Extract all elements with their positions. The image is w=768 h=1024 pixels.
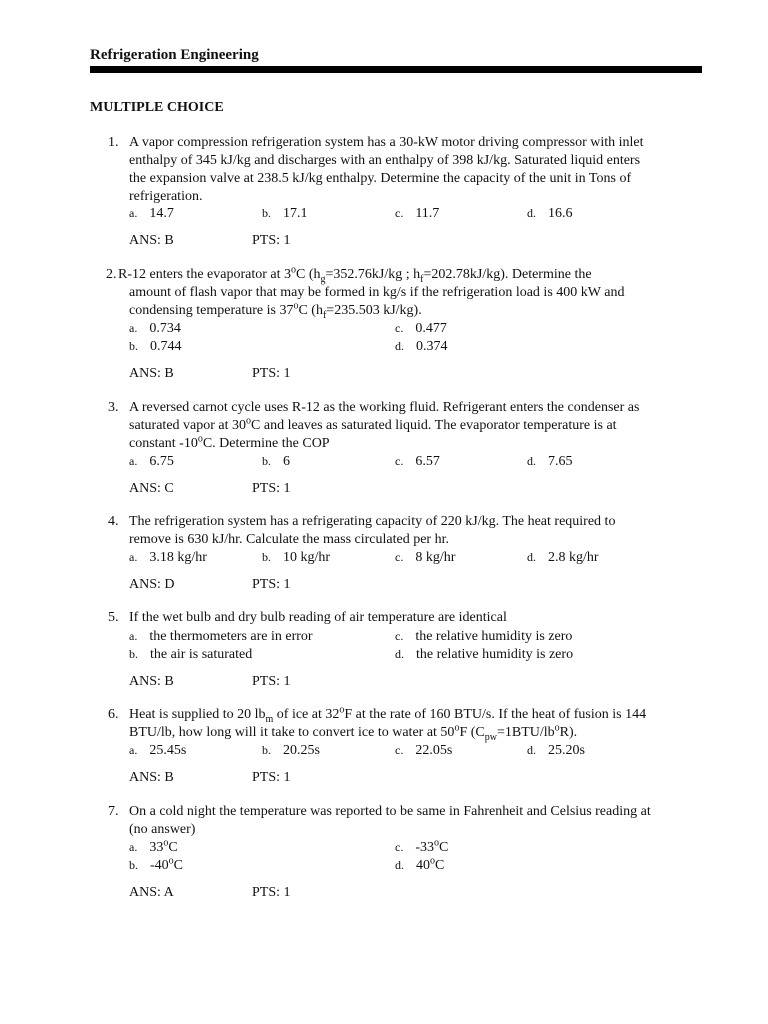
choice-text: 2.8 kg/hr: [548, 550, 599, 565]
answer-key: ANS: B: [129, 770, 174, 785]
choice-d[interactable]: [395, 645, 573, 664]
choice-text: 11.7: [415, 206, 440, 221]
answer-row: [129, 769, 291, 787]
choice-b[interactable]: [129, 856, 183, 875]
choice-label: a.: [129, 840, 138, 854]
choice-text: the thermometers are in error: [149, 629, 313, 644]
answer-row: [129, 576, 291, 594]
choice-d[interactable]: [527, 548, 599, 567]
choice-text: -40$^o$C: [150, 855, 184, 873]
choice-label: c.: [395, 550, 404, 564]
question-number: 5.: [108, 610, 119, 625]
choice-text: 3.18 kg/hr: [149, 550, 207, 565]
question-stem: [129, 803, 701, 839]
stem-line: If the wet bulb and dry bulb reading of air temperature are identical: [129, 610, 507, 625]
points: PTS: 1: [252, 885, 291, 900]
choice-d[interactable]: [395, 856, 444, 875]
choice-label: b.: [262, 550, 271, 564]
choice-d[interactable]: [527, 452, 573, 471]
choice-text: 0.734: [149, 321, 181, 336]
choice-c[interactable]: [395, 741, 452, 760]
choice-text: 8 kg/hr: [415, 550, 456, 565]
document-header-title: Refrigeration Engineering: [90, 47, 259, 63]
choice-label: b.: [129, 339, 138, 353]
choice-text: 6: [283, 454, 290, 469]
choice-c[interactable]: [395, 452, 440, 471]
answer-row: [129, 673, 291, 691]
question-stem-cont: [129, 284, 701, 320]
question-stem: [129, 399, 701, 453]
question-number: 1.: [108, 135, 119, 150]
points: PTS: 1: [252, 233, 291, 248]
choice-label: a.: [129, 743, 138, 757]
choice-c[interactable]: [395, 204, 439, 223]
points: PTS: 1: [252, 674, 291, 689]
choice-label: d.: [527, 550, 536, 564]
answer-row: [129, 232, 291, 250]
choice-label: a.: [129, 629, 138, 643]
choice-d[interactable]: [527, 741, 585, 760]
choice-b[interactable]: [262, 741, 320, 760]
choice-a[interactable]: [129, 204, 174, 223]
question-stem: [118, 266, 690, 284]
stem-line: remove is 630 kJ/hr. Calculate the mass circulated per hr.: [129, 532, 449, 547]
answer-key: ANS: B: [129, 366, 174, 381]
stem-line: A vapor compression refrigeration system has a 30-kW motor driving compressor with inlet: [129, 135, 644, 150]
question-number: 4.: [108, 514, 119, 529]
stem-line: BTU/lb, how long will it take to convert ice to water at 50$^o$F $(C_{pw}=1BTU/lb^oR)$.: [129, 722, 578, 743]
choice-label: d.: [395, 339, 404, 353]
answer-key: ANS: A: [129, 885, 174, 900]
section-title: MULTIPLE CHOICE: [90, 100, 224, 115]
question-stem: [129, 134, 701, 206]
choice-text: the relative humidity is zero: [415, 629, 573, 644]
choice-label: a.: [129, 454, 138, 468]
choice-label: c.: [395, 743, 404, 757]
choice-d[interactable]: [527, 204, 573, 223]
answer-row: [129, 884, 291, 902]
question-number: 3.: [108, 400, 119, 415]
choice-label: b.: [262, 743, 271, 757]
stem-line: R-12 enters the evaporator at 3$^o$C ($h_g=352.76kJ/kg$ ; $h_f=202.78kJ/kg$). Determine the: [118, 264, 592, 285]
choice-label: b.: [262, 454, 271, 468]
choice-text: 16.6: [548, 206, 573, 221]
stem-line: Heat is supplied to 20 $lb_m$ of ice at 32$^o$F at the rate of 160 BTU/s. If the heat of fusion is 144: [129, 704, 647, 725]
choice-text: the air is saturated: [150, 647, 253, 662]
choice-text: 25.20s: [548, 743, 585, 758]
stem-line: On a cold night the temperature was reported to be same in Fahrenheit and Celsius reading at: [129, 804, 651, 819]
stem-line: (no answer): [129, 822, 196, 837]
choice-label: d.: [395, 858, 404, 872]
choice-b[interactable]: [129, 337, 182, 356]
choice-label: c.: [395, 454, 404, 468]
choice-label: a.: [129, 321, 138, 335]
question-number: 7.: [108, 804, 119, 819]
choice-c[interactable]: [395, 627, 572, 646]
choice-text: -33$^o$C: [415, 837, 449, 855]
answer-key: ANS: B: [129, 674, 174, 689]
question-number: 6.: [108, 707, 119, 722]
choice-text: 7.65: [548, 454, 573, 469]
choice-text: 14.7: [149, 206, 174, 221]
points: PTS: 1: [252, 481, 291, 496]
choice-text: 17.1: [283, 206, 308, 221]
choice-a[interactable]: [129, 319, 181, 338]
choice-label: c.: [395, 206, 404, 220]
question-stem: [129, 609, 701, 627]
header-rule: [90, 66, 702, 73]
choice-label: b.: [129, 858, 138, 872]
choice-label: d.: [527, 206, 536, 220]
answer-row: [129, 480, 291, 498]
choice-text: 40$^o$C: [416, 855, 445, 873]
choice-label: c.: [395, 629, 404, 643]
stem-line: the expansion valve at 238.5 kJ/kg enthalpy. Determine the capacity of the unit in Tons of: [129, 171, 632, 186]
choice-text: 0.374: [416, 339, 448, 354]
choice-c[interactable]: [395, 838, 448, 857]
choice-text: the relative humidity is zero: [416, 647, 574, 662]
points: PTS: 1: [252, 770, 291, 785]
stem-line: A reversed carnot cycle uses R-12 as the working fluid. Refrigerant enters the condenser as: [129, 400, 640, 415]
choice-c[interactable]: [395, 548, 455, 567]
points: PTS: 1: [252, 366, 291, 381]
stem-line: saturated vapor at 30$^o$C and leaves as saturated liquid. The evaporator temperature is at: [129, 415, 617, 433]
choice-label: a.: [129, 206, 138, 220]
answer-key: ANS: B: [129, 233, 174, 248]
choice-c[interactable]: [395, 319, 447, 338]
choice-d[interactable]: [395, 337, 448, 356]
choice-a[interactable]: [129, 741, 186, 760]
choice-b[interactable]: [262, 204, 308, 223]
choice-a[interactable]: [129, 627, 313, 646]
stem-line: The refrigeration system has a refrigerating capacity of 220 kJ/kg. The heat required to: [129, 514, 616, 529]
choice-a[interactable]: [129, 838, 178, 857]
choice-b[interactable]: [129, 645, 252, 664]
choice-label: d.: [527, 454, 536, 468]
choice-a[interactable]: [129, 452, 174, 471]
choice-label: c.: [395, 321, 404, 335]
question-number: 2.: [106, 267, 117, 282]
stem-line: enthalpy of 345 kJ/kg and discharges with an enthalpy of 398 kJ/kg. Saturated liquid enters: [129, 153, 641, 168]
choice-label: d.: [395, 647, 404, 661]
choice-b[interactable]: [262, 452, 290, 471]
choice-text: 22.05s: [415, 743, 453, 758]
choice-a[interactable]: [129, 548, 207, 567]
choice-text: 0.744: [150, 339, 182, 354]
choice-text: 0.477: [415, 321, 447, 336]
choice-b[interactable]: [262, 548, 330, 567]
question-stem: [129, 706, 701, 742]
answer-key: ANS: D: [129, 577, 175, 592]
choice-text: 20.25s: [283, 743, 320, 758]
answer-key: ANS: C: [129, 481, 174, 496]
choice-label: d.: [527, 743, 536, 757]
choice-text: 25.45s: [149, 743, 187, 758]
points: PTS: 1: [252, 577, 291, 592]
choice-text: 6.57: [415, 454, 440, 469]
stem-line: condensing temperature is 37$^o$C ($h_f=235.503$ kJ/kg).: [129, 300, 422, 321]
choice-label: c.: [395, 840, 404, 854]
stem-line: refrigeration.: [129, 189, 203, 204]
choice-label: b.: [262, 206, 271, 220]
answer-row: [129, 365, 291, 383]
choice-label: b.: [129, 647, 138, 661]
stem-line: amount of flash vapor that may be formed in kg/s if the refrigeration load is 400 kW and: [129, 285, 625, 300]
question-stem: [129, 513, 701, 549]
choice-text: 10 kg/hr: [283, 550, 331, 565]
choice-text: 33$^o$C: [149, 837, 178, 855]
choice-text: 6.75: [149, 454, 174, 469]
stem-line: constant -10$^o$C. Determine the COP: [129, 433, 330, 451]
choice-label: a.: [129, 550, 138, 564]
